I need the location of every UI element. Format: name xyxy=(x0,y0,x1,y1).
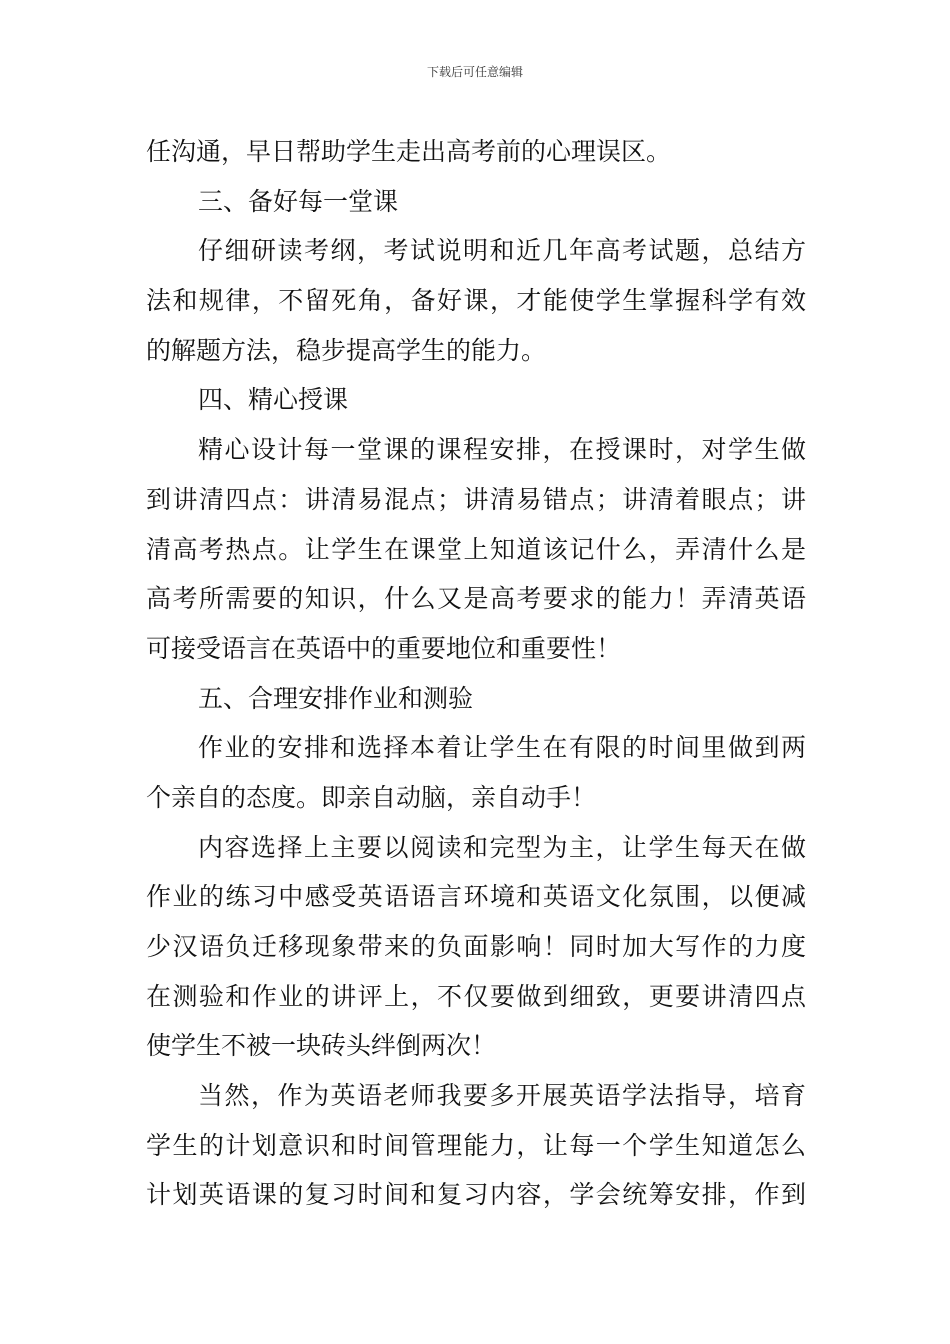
text-line: 内容选择上主要以阅读和完型为主，让学生每天在做 xyxy=(198,832,806,862)
text-line: 使学生不被一块砖头绊倒两次！ xyxy=(146,1031,497,1061)
text-line: 仔细研读考纲，考试说明和近几年高考试题，总结方 xyxy=(198,236,806,266)
text-line: 五、合理安排作业和测验 xyxy=(198,683,474,713)
text-line: 三、备好每一堂课 xyxy=(198,186,399,216)
text-line: 当然，作为英语老师我要多开展英语学法指导，培育 xyxy=(198,1081,806,1111)
document-body xyxy=(146,127,806,1220)
text-line: 的解题方法，稳步提高学生的能力。 xyxy=(146,335,547,365)
text-line: 任沟通，早日帮助学生走出高考前的心理误区。 xyxy=(146,137,672,166)
text-line: 计划英语课的复习时间和复习内容，学会统筹安排，作到 xyxy=(146,1180,806,1210)
text-line: 清高考热点。让学生在课堂上知道该记什么，弄清什么是 xyxy=(146,534,806,564)
text-line: 可接受语言在英语中的重要地位和重要性！ xyxy=(146,633,622,663)
text-line: 个亲自的态度。即亲自动脑，亲自动手！ xyxy=(146,782,597,812)
text-line: 学生的计划意识和时间管理能力，让每一个学生知道怎么 xyxy=(146,1130,806,1160)
text-line: 法和规律，不留死角，备好课，才能使学生掌握科学有效 xyxy=(146,286,806,316)
text-line: 作业的练习中感受英语语言环境和英语文化氛围，以便减 xyxy=(146,882,806,912)
text-line: 作业的安排和选择本着让学生在有限的时间里做到两 xyxy=(198,733,806,763)
text-line: 四、精心授课 xyxy=(198,385,349,415)
text-line: 到讲清四点：讲清易混点；讲清易错点；讲清着眼点；讲 xyxy=(146,484,806,514)
text-line: 高考所需要的知识，什么又是高考要求的能力！弄清英语 xyxy=(146,584,806,614)
text-line: 少汉语负迁移现象带来的负面影响！同时加大写作的力度 xyxy=(146,932,806,961)
page-header: 下载后可任意编辑 xyxy=(426,65,523,79)
text-line: 在测验和作业的讲评上，不仅要做到细致，更要讲清四点 xyxy=(146,981,806,1011)
text-line: 精心设计每一堂课的课程安排，在授课时，对学生做 xyxy=(198,435,806,465)
